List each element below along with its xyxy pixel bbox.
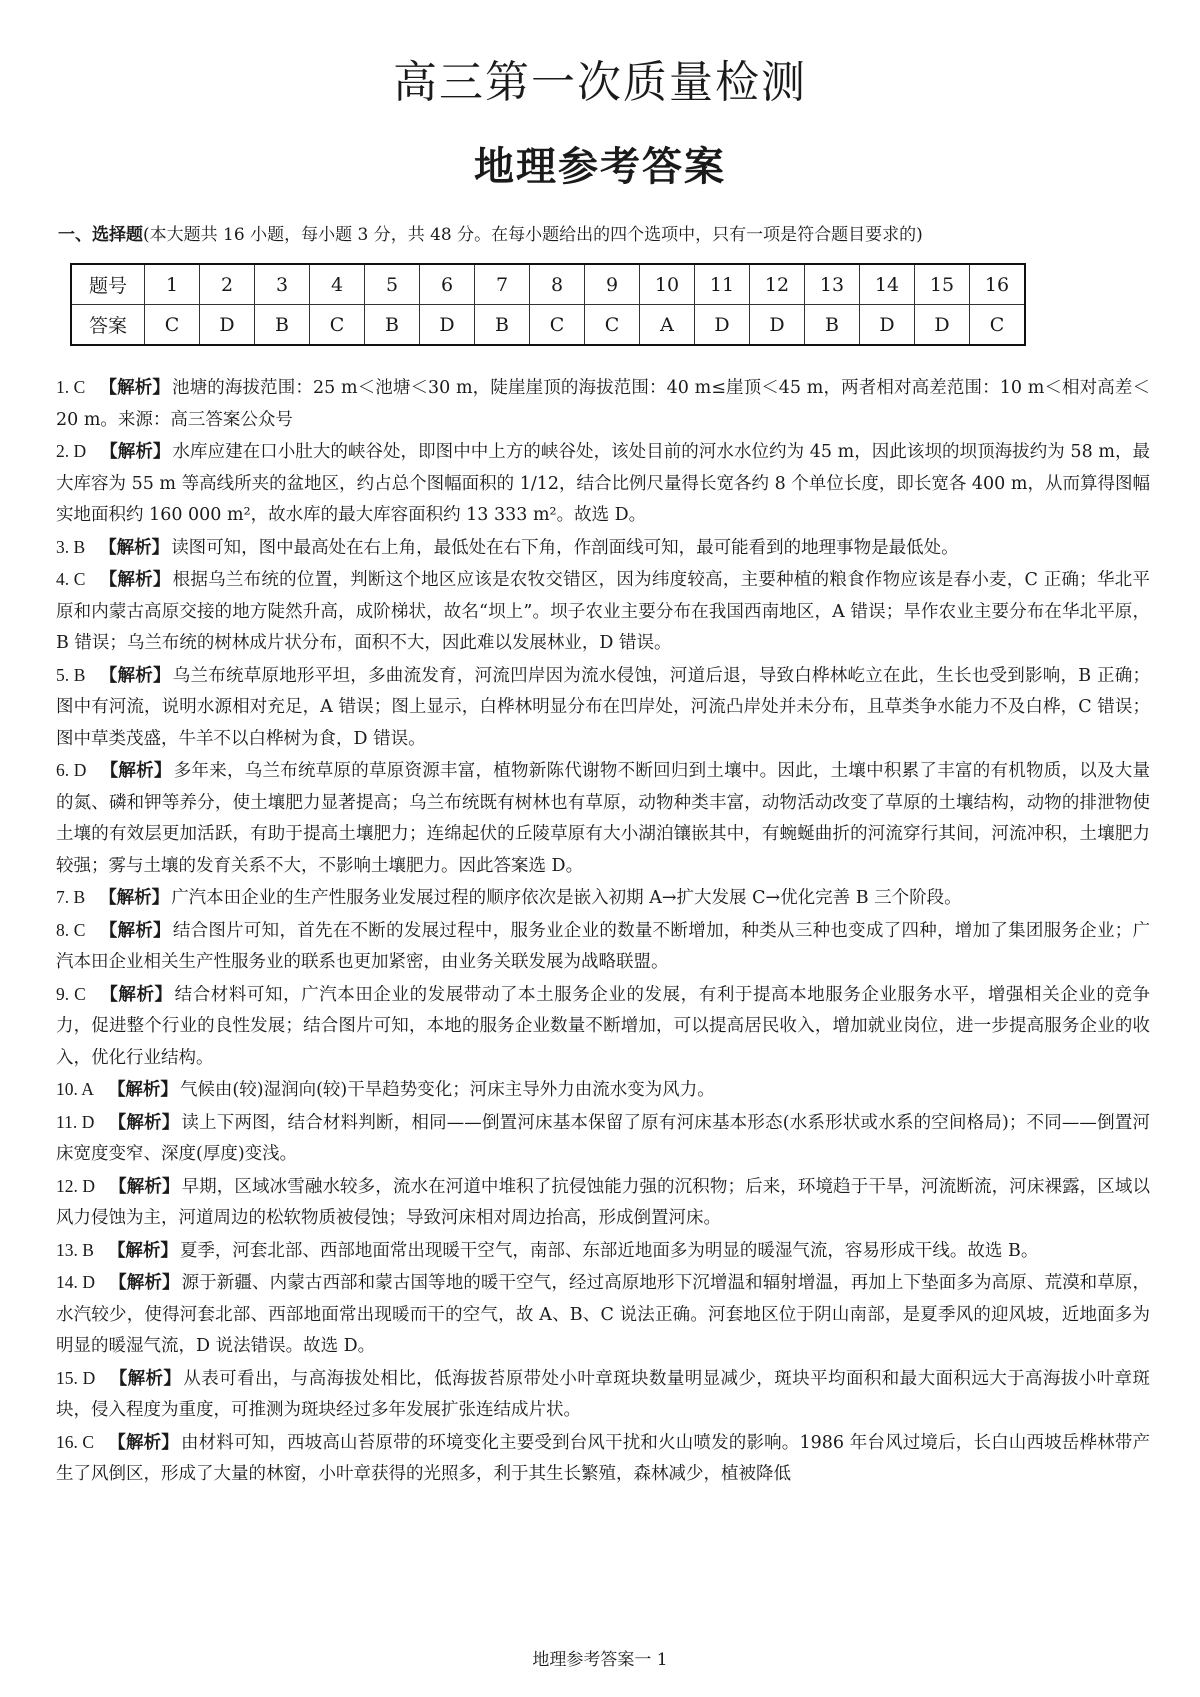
answer-cell: C [585,305,640,346]
analysis-tag: 【解析】 [100,761,172,781]
item-text: 乌兰布统草原地形平坦，多曲流发育，河流凹岸因为流水侵蚀，河道后退，导致白桦林屹立在此，生长也受到影响，B 正确；图中有河流，说明水源相对充足，A 错误；图上显示，白桦林明显分布在凹岸处，河流凸岸处并未分布，且草类争水能力不及白桦，C 错误；图中草类茂盛，牛羊不以白桦树为食，D 错误。 [56,665,1151,749]
item-text: 根据乌兰布统的位置，判断这个地区应该是农牧交错区，因为纬度较高，主要种植的粮食作物应该是春小麦，C 正确；华北平原和内蒙古高原交接的地方陡然升高，成阶梯状，故名“坝上”。坝子农业主要分布在我国西南地区，A 错误；旱作农业主要分布在华北平原，B 错误；乌兰布统的树林成片状分布，面积不大，因此难以发展林业，D 错误。 [56,570,1150,653]
item-number: 7. B [56,887,86,907]
explanation-item [56,564,1150,660]
question-number-cell: 12 [750,264,805,305]
section-lead: 一、选择题 [58,225,143,245]
answer-cell: B [805,305,860,346]
item-text: 源于新疆、内蒙古西部和蒙古国等地的暖干空气，经过高原地形下沉增温和辐射增温，再加上下垫面多为高原、荒漠和草原，水汽较少，使得河套北部、西部地面常出现暖而干的空气，故 A、B、C 说法正确。河套地区位于阴山南部，是夏季风的迎风坡，近地面多为明显的暖湿气流，D 说法错误。故选 D。 [56,1273,1151,1356]
answer-cell: C [145,305,200,346]
item-text: 广汽本田企业的生产性服务业发展过程的顺序依次是嵌入初期 A→扩大发展 C→优化完善 B 三个阶段。 [171,888,962,908]
item-number: 10. A [56,1079,94,1099]
row-label-answer: 答案 [71,305,145,346]
analysis-tag: 【解析】 [108,1112,180,1133]
analysis-tag: 【解析】 [108,1432,179,1453]
explanation-item [56,436,1150,532]
question-number-cell: 3 [255,264,310,305]
item-number: 3. B [56,536,86,557]
item-text: 气候由(较)湿润向(较)干旱趋势变化；河床主导外力由流水变为风力。 [179,1080,715,1100]
item-text: 读上下两图，结合材料判断，相同——倒置河床基本保留了原有河床基本形态(水系形状或水系的空间格局)；不同——倒置河床宽度变窄、深度(厚度)变浅。 [56,1112,1151,1164]
question-number-cell: 7 [475,264,530,305]
analysis-tag: 【解析】 [107,1240,178,1261]
answer-cell: D [200,305,255,346]
analysis-tag: 【解析】 [100,442,171,462]
explanation-item [56,1363,1150,1427]
analysis-tag: 【解析】 [99,570,171,590]
item-text: 由材料可知，西坡高山苔原带的环境变化主要受到台风干扰和火山喷发的影响。1986 年台风过境后，长白山西坡岳桦林带产生了风倒区，形成了大量的林窗，小叶章获得的光照多，利于其生长繁殖，森林减少，植被降低 [56,1432,1150,1484]
row-label-number: 题号 [71,264,145,305]
question-number-cell: 10 [640,264,695,305]
explanation-item [56,1107,1150,1171]
answer-cell: D [915,305,970,346]
explanation-item [56,1427,1150,1491]
explanation-item [56,372,1150,436]
explanation-item [56,1267,1150,1363]
question-number-cell: 4 [310,264,365,305]
item-text: 水库应建在口小肚大的峡谷处，即图中中上方的峡谷处，该处目前的河水水位约为 45 m，因此该坝的坝顶海拔约为 58 m，最大库容为 55 m 等高线所夹的盆地区，约占总个图幅面积的 1/12，结合比例尺量得长宽各约 8 个单位长度，即长宽各 400 m，从而算得图幅实地面积约 160 000 m²，故水库的最大库容面积约 13 333 m²。故选 D。 [56,442,1151,525]
item-text: 池塘的海拔范围：25 m＜池塘＜30 m，陡崖崖顶的海拔范围：40 m≤崖顶＜45 m，两者相对高差范围：10 m＜相对高差＜20 m。来源：高三答案公众号 [56,378,1150,430]
question-number-cell: 13 [805,264,860,305]
item-number: 13. B [56,1239,94,1260]
item-text: 从表可看出，与高海拔处相比，低海拔苔原带处小叶章斑块数量明显减少，斑块平均面积和最大面积远大于高海拔小叶章斑块，侵入程度为重度，可推测为斑块经过多年发展扩张连结成片状。 [56,1368,1150,1420]
page-subtitle: 地理参考答案 [474,144,726,190]
question-number-cell: 5 [365,264,420,305]
question-number-cell: 9 [585,264,640,305]
item-text: 结合材料可知，广汽本田企业的发展带动了本土服务企业的发展，有利于提高本地服务企业服务水平，增强相关企业的竞争力，促进整个行业的良性发展；结合图片可知，本地的服务企业数量不断增加，可以提高居民收入，增加就业岗位，进一步提高服务企业的收入，优化行业结构。 [56,984,1150,1068]
item-number: 14. D [56,1272,95,1292]
explanation-item [56,1235,1150,1268]
item-number: 16. C [56,1431,95,1452]
question-number-cell: 16 [970,264,1026,305]
question-number-row [71,264,1025,305]
item-number: 1. C [56,377,86,397]
analysis-tag: 【解析】 [109,1368,182,1389]
item-number: 9. C [56,983,86,1004]
explanation-item [56,755,1150,882]
analysis-tag: 【解析】 [99,665,171,686]
answer-table [70,263,1026,346]
question-number-cell: 14 [860,264,915,305]
explanation-list [56,372,1150,1491]
answer-cell: B [255,305,310,346]
analysis-tag: 【解析】 [99,984,173,1005]
answer-cell: C [530,305,585,346]
answer-cell: D [750,305,805,346]
section-heading [58,220,1158,245]
answer-cell: B [365,305,420,346]
explanation-item [56,1074,1150,1107]
item-number: 12. D [56,1175,95,1196]
question-number-cell: 6 [420,264,475,305]
question-number-cell: 1 [145,264,200,305]
explanation-item [56,979,1150,1075]
answer-cell: C [970,305,1026,346]
analysis-tag: 【解析】 [99,920,171,941]
item-text: 结合图片可知，首先在不断的发展过程中，服务业企业的数量不断增加，种类从三种也变成了四种，增加了集团服务企业；广汽本田企业相关生产性服务业的联系也更加紧密，由业务关联发展为战略联盟。 [56,920,1150,972]
item-number: 11. D [56,1111,95,1132]
answer-row [71,305,1025,346]
item-number: 2. D [56,441,87,461]
item-number: 8. C [56,919,86,940]
question-number-cell: 15 [915,264,970,305]
explanation-item [56,882,1150,915]
question-number-cell: 11 [695,264,750,305]
section-note: (本大题共 16 小题，每小题 3 分，共 48 分。在每小题给出的四个选项中，只有一项是符合题目要求的) [143,225,923,245]
answer-cell: D [695,305,750,346]
item-number: 6. D [56,760,87,780]
item-text: 夏季，河套北部、西部地面常出现暖干空气，南部、东部近地面多为明显的暖湿气流，容易形成干线。故选 B。 [179,1240,1039,1261]
item-text: 多年来，乌兰布统草原的草原资源丰富，植物新陈代谢物不断回归到土壤中。因此，土壤中积累了丰富的有机物质，以及大量的氮、磷和钾等养分，使土壤肥力显著提高；乌兰布统既有树林也有草原，动物种类丰富，动物活动改变了草原的土壤结构，动物的排泄物使土壤的有效层更加活跃，有助于提高土壤肥力；连绵起伏的丘陵草原有大小湖泊镶嵌其中，有蜿蜒曲折的河流穿行其间，河流冲积，土壤肥力较强；雾与土壤的发育关系不大，不影响土壤肥力。因此答案选 D。 [56,761,1151,876]
explanation-item [56,532,1150,565]
item-number: 5. B [56,664,86,685]
answer-cell: D [860,305,915,346]
analysis-tag: 【解析】 [99,888,170,908]
item-number: 15. D [56,1367,96,1388]
answer-cell: C [310,305,365,346]
explanation-item [56,915,1150,979]
analysis-tag: 【解析】 [99,537,170,558]
item-number: 4. C [56,569,86,589]
answer-cell: D [420,305,475,346]
item-text: 早期，区域冰雪融水较多，流水在河道中堆积了抗侵蚀能力强的沉积物；后来，环境趋于干旱，河流断流，河床裸露，区域以风力侵蚀为主，河道周边的松软物质被侵蚀；导致河床相对周边抬高，形成倒置河床。 [56,1176,1151,1228]
analysis-tag: 【解析】 [99,378,170,398]
analysis-tag: 【解析】 [107,1080,178,1100]
analysis-tag: 【解析】 [109,1273,180,1293]
answer-cell: B [475,305,530,346]
item-text: 读图可知，图中最高处在右上角，最低处在右下角，作剖面线可知，最可能看到的地理事物是最低处。 [171,537,959,558]
question-number-cell: 2 [200,264,255,305]
page-footer: 地理参考答案一 1 [532,1650,668,1670]
explanation-item [56,1171,1150,1235]
page-title: 高三第一次质量检测 [393,57,807,108]
explanation-item [56,660,1150,756]
question-number-cell: 8 [530,264,585,305]
answer-cell: A [640,305,695,346]
analysis-tag: 【解析】 [109,1176,180,1197]
